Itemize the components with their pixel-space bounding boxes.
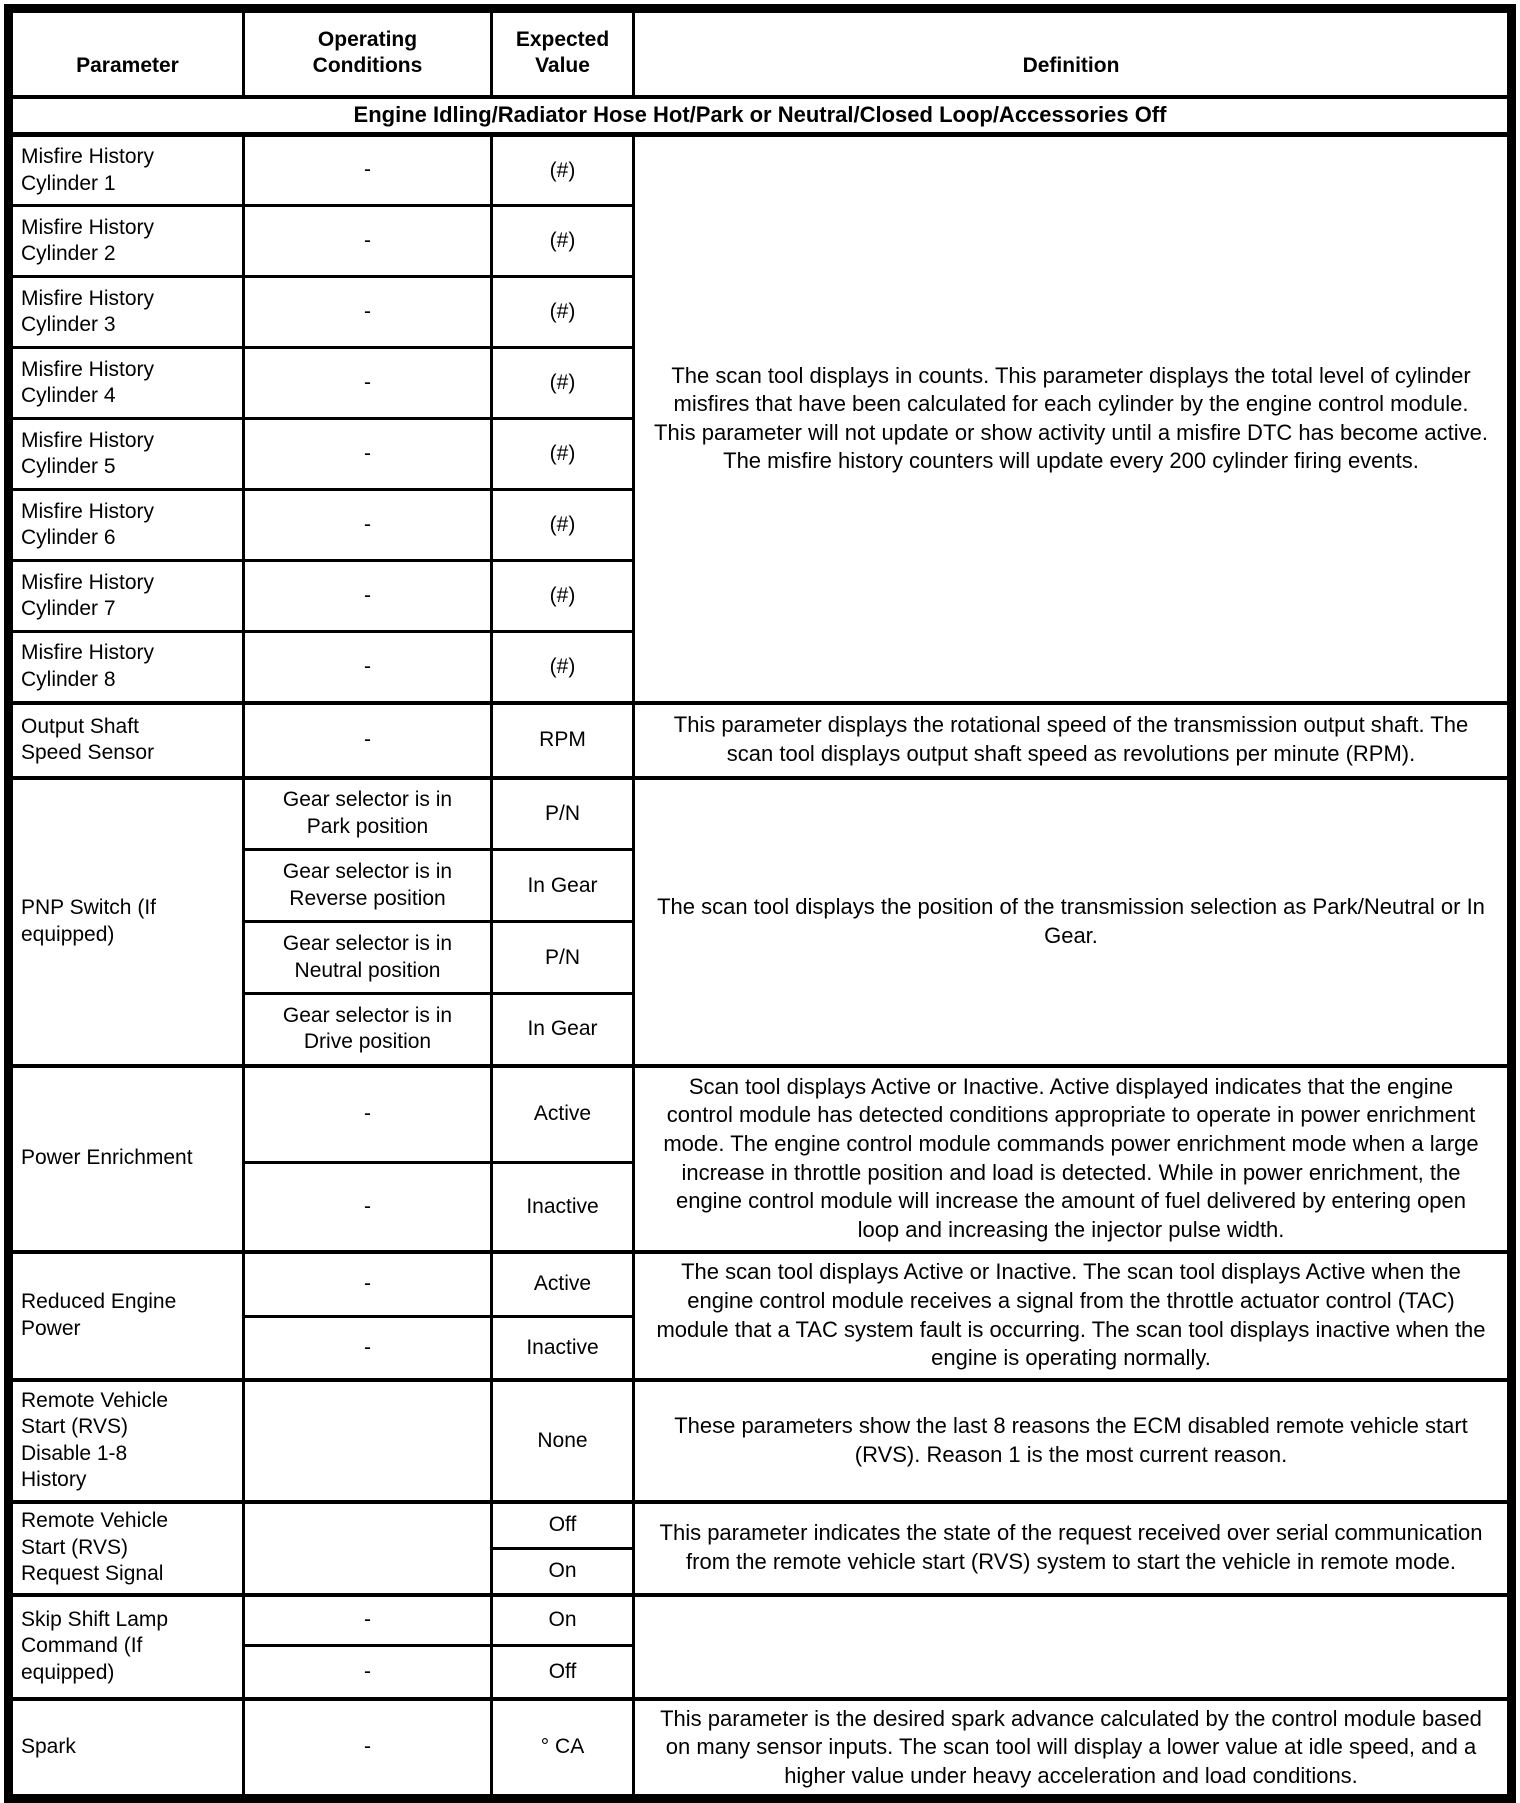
rvs-request-signal-expected-off: Off [492, 1502, 634, 1549]
table-row [9, 703, 1512, 778]
power-enrichment-parameter: Power Enrichment [9, 1066, 244, 1252]
misfire-cylinder-1-conditions: - [244, 135, 492, 206]
header-definition: Definition [634, 9, 1512, 97]
misfire-cylinder-6-expected: (#) [492, 490, 634, 561]
table-row [9, 1699, 1512, 1799]
scan-tool-parameter-table [4, 4, 1516, 1803]
misfire-cylinder-3-expected: (#) [492, 277, 634, 348]
power-enrichment-active-conditions: - [244, 1066, 492, 1163]
power-enrichment-active-expected: Active [492, 1066, 634, 1163]
power-enrichment-inactive-expected: Inactive [492, 1163, 634, 1252]
output-shaft-speed-expected: RPM [492, 703, 634, 778]
table-row [9, 1595, 1512, 1646]
output-shaft-speed-definition: This parameter displays the rotational speed of the transmission output shaft. The scan tool displays output shaft speed as revolutions per minute (RPM). [634, 703, 1512, 778]
misfire-cylinder-4-expected: (#) [492, 348, 634, 419]
spark-definition: This parameter is the desired spark advance calculated by the control module based on many sensor inputs. The scan tool will display a lower value at idle speed, and a higher value under heavy acceleration and load conditions. [634, 1699, 1512, 1799]
header-expected-value: Expected Value [492, 9, 634, 97]
pnp-park-expected: P/N [492, 778, 634, 850]
rvs-disable-history-conditions [244, 1380, 492, 1502]
output-shaft-speed-parameter: Output Shaft Speed Sensor [9, 703, 244, 778]
misfire-cylinder-5-conditions: - [244, 419, 492, 490]
pnp-switch-definition: The scan tool displays the position of the transmission selection as Park/Neutral or In Gear. [634, 778, 1512, 1066]
skip-shift-lamp-off-conditions: - [244, 1646, 492, 1699]
table-row [9, 778, 1512, 850]
misfire-cylinder-1-parameter: Misfire History Cylinder 1 [9, 135, 244, 206]
pnp-neutral-expected: P/N [492, 922, 634, 994]
skip-shift-lamp-on-conditions: - [244, 1595, 492, 1646]
misfire-cylinder-7-parameter: Misfire History Cylinder 7 [9, 561, 244, 632]
rvs-request-signal-conditions [244, 1502, 492, 1595]
skip-shift-lamp-parameter: Skip Shift Lamp Command (If equipped) [9, 1595, 244, 1699]
spark-parameter: Spark [9, 1699, 244, 1799]
pnp-reverse-condition: Gear selector is in Reverse position [244, 850, 492, 922]
rvs-disable-history-expected: None [492, 1380, 634, 1502]
misfire-cylinder-7-expected: (#) [492, 561, 634, 632]
misfire-cylinder-4-parameter: Misfire History Cylinder 4 [9, 348, 244, 419]
table-row [9, 1380, 1512, 1502]
misfire-cylinder-1-expected: (#) [492, 135, 634, 206]
misfire-cylinder-4-conditions: - [244, 348, 492, 419]
misfire-cylinder-2-expected: (#) [492, 206, 634, 277]
rvs-request-signal-expected-on: On [492, 1549, 634, 1595]
skip-shift-lamp-definition [634, 1595, 1512, 1699]
section-title-row [9, 97, 1512, 135]
spark-conditions: - [244, 1699, 492, 1799]
header-parameter: Parameter [9, 9, 244, 97]
pnp-park-condition: Gear selector is in Park position [244, 778, 492, 850]
spark-expected: ° CA [492, 1699, 634, 1799]
reduced-engine-power-active-conditions: - [244, 1252, 492, 1317]
misfire-cylinder-6-conditions: - [244, 490, 492, 561]
misfire-cylinder-5-parameter: Misfire History Cylinder 5 [9, 419, 244, 490]
pnp-reverse-expected: In Gear [492, 850, 634, 922]
power-enrichment-inactive-conditions: - [244, 1163, 492, 1252]
reduced-engine-power-parameter: Reduced Engine Power [9, 1252, 244, 1380]
misfire-cylinder-2-parameter: Misfire History Cylinder 2 [9, 206, 244, 277]
table-row [9, 1066, 1512, 1163]
misfire-cylinder-8-conditions: - [244, 632, 492, 703]
misfire-cylinder-2-conditions: - [244, 206, 492, 277]
table-row [9, 1252, 1512, 1317]
skip-shift-lamp-on-expected: On [492, 1595, 634, 1646]
misfire-cylinder-3-conditions: - [244, 277, 492, 348]
table-row [9, 1502, 1512, 1549]
misfire-cylinder-8-parameter: Misfire History Cylinder 8 [9, 632, 244, 703]
misfire-cylinder-7-conditions: - [244, 561, 492, 632]
rvs-request-signal-definition: This parameter indicates the state of the request received over serial communication from the remote vehicle start (RVS) system to start the vehicle in remote mode. [634, 1502, 1512, 1595]
header-operating-conditions: Operating Conditions [244, 9, 492, 97]
reduced-engine-power-active-expected: Active [492, 1252, 634, 1317]
skip-shift-lamp-off-expected: Off [492, 1646, 634, 1699]
misfire-cylinder-6-parameter: Misfire History Cylinder 6 [9, 490, 244, 561]
rvs-disable-history-parameter: Remote Vehicle Start (RVS) Disable 1-8 History [9, 1380, 244, 1502]
output-shaft-speed-conditions: - [244, 703, 492, 778]
reduced-engine-power-definition: The scan tool displays Active or Inactive. The scan tool displays Active when the engine control module receives a signal from the throttle actuator control (TAC) module that a TAC system fault is occurring. The scan tool displays inactive when the engine is operating normally. [634, 1252, 1512, 1380]
pnp-switch-parameter: PNP Switch (If equipped) [9, 778, 244, 1066]
misfire-cylinder-5-expected: (#) [492, 419, 634, 490]
rvs-request-signal-parameter: Remote Vehicle Start (RVS) Request Signal [9, 1502, 244, 1595]
rvs-disable-history-definition: These parameters show the last 8 reasons the ECM disabled remote vehicle start (RVS). Reason 1 is the most current reason. [634, 1380, 1512, 1502]
misfire-definition: The scan tool displays in counts. This parameter displays the total level of cylinder misfires that have been calculated for each cylinder by the engine control module. This parameter will not update or show activity until a misfire DTC has become active. The misfire history counters will update every 200 cylinder firing events. [634, 135, 1512, 703]
pnp-drive-expected: In Gear [492, 994, 634, 1066]
power-enrichment-definition: Scan tool displays Active or Inactive. Active displayed indicates that the engine control module has detected conditions appropriate to operate in power enrichment mode. The engine control module commands power enrichment mode when a large increase in throttle position and load is detected. While in power enrichment, the engine control module will increase the amount of fuel delivered by entering open loop and increasing the injector pulse width. [634, 1066, 1512, 1252]
misfire-cylinder-8-expected: (#) [492, 632, 634, 703]
pnp-drive-condition: Gear selector is in Drive position [244, 994, 492, 1066]
pnp-neutral-condition: Gear selector is in Neutral position [244, 922, 492, 994]
misfire-cylinder-3-parameter: Misfire History Cylinder 3 [9, 277, 244, 348]
section-title: Engine Idling/Radiator Hose Hot/Park or Neutral/Closed Loop/Accessories Off [9, 97, 1512, 135]
table-header-row [9, 9, 1512, 97]
table-row [9, 135, 1512, 206]
reduced-engine-power-inactive-expected: Inactive [492, 1317, 634, 1380]
reduced-engine-power-inactive-conditions: - [244, 1317, 492, 1380]
